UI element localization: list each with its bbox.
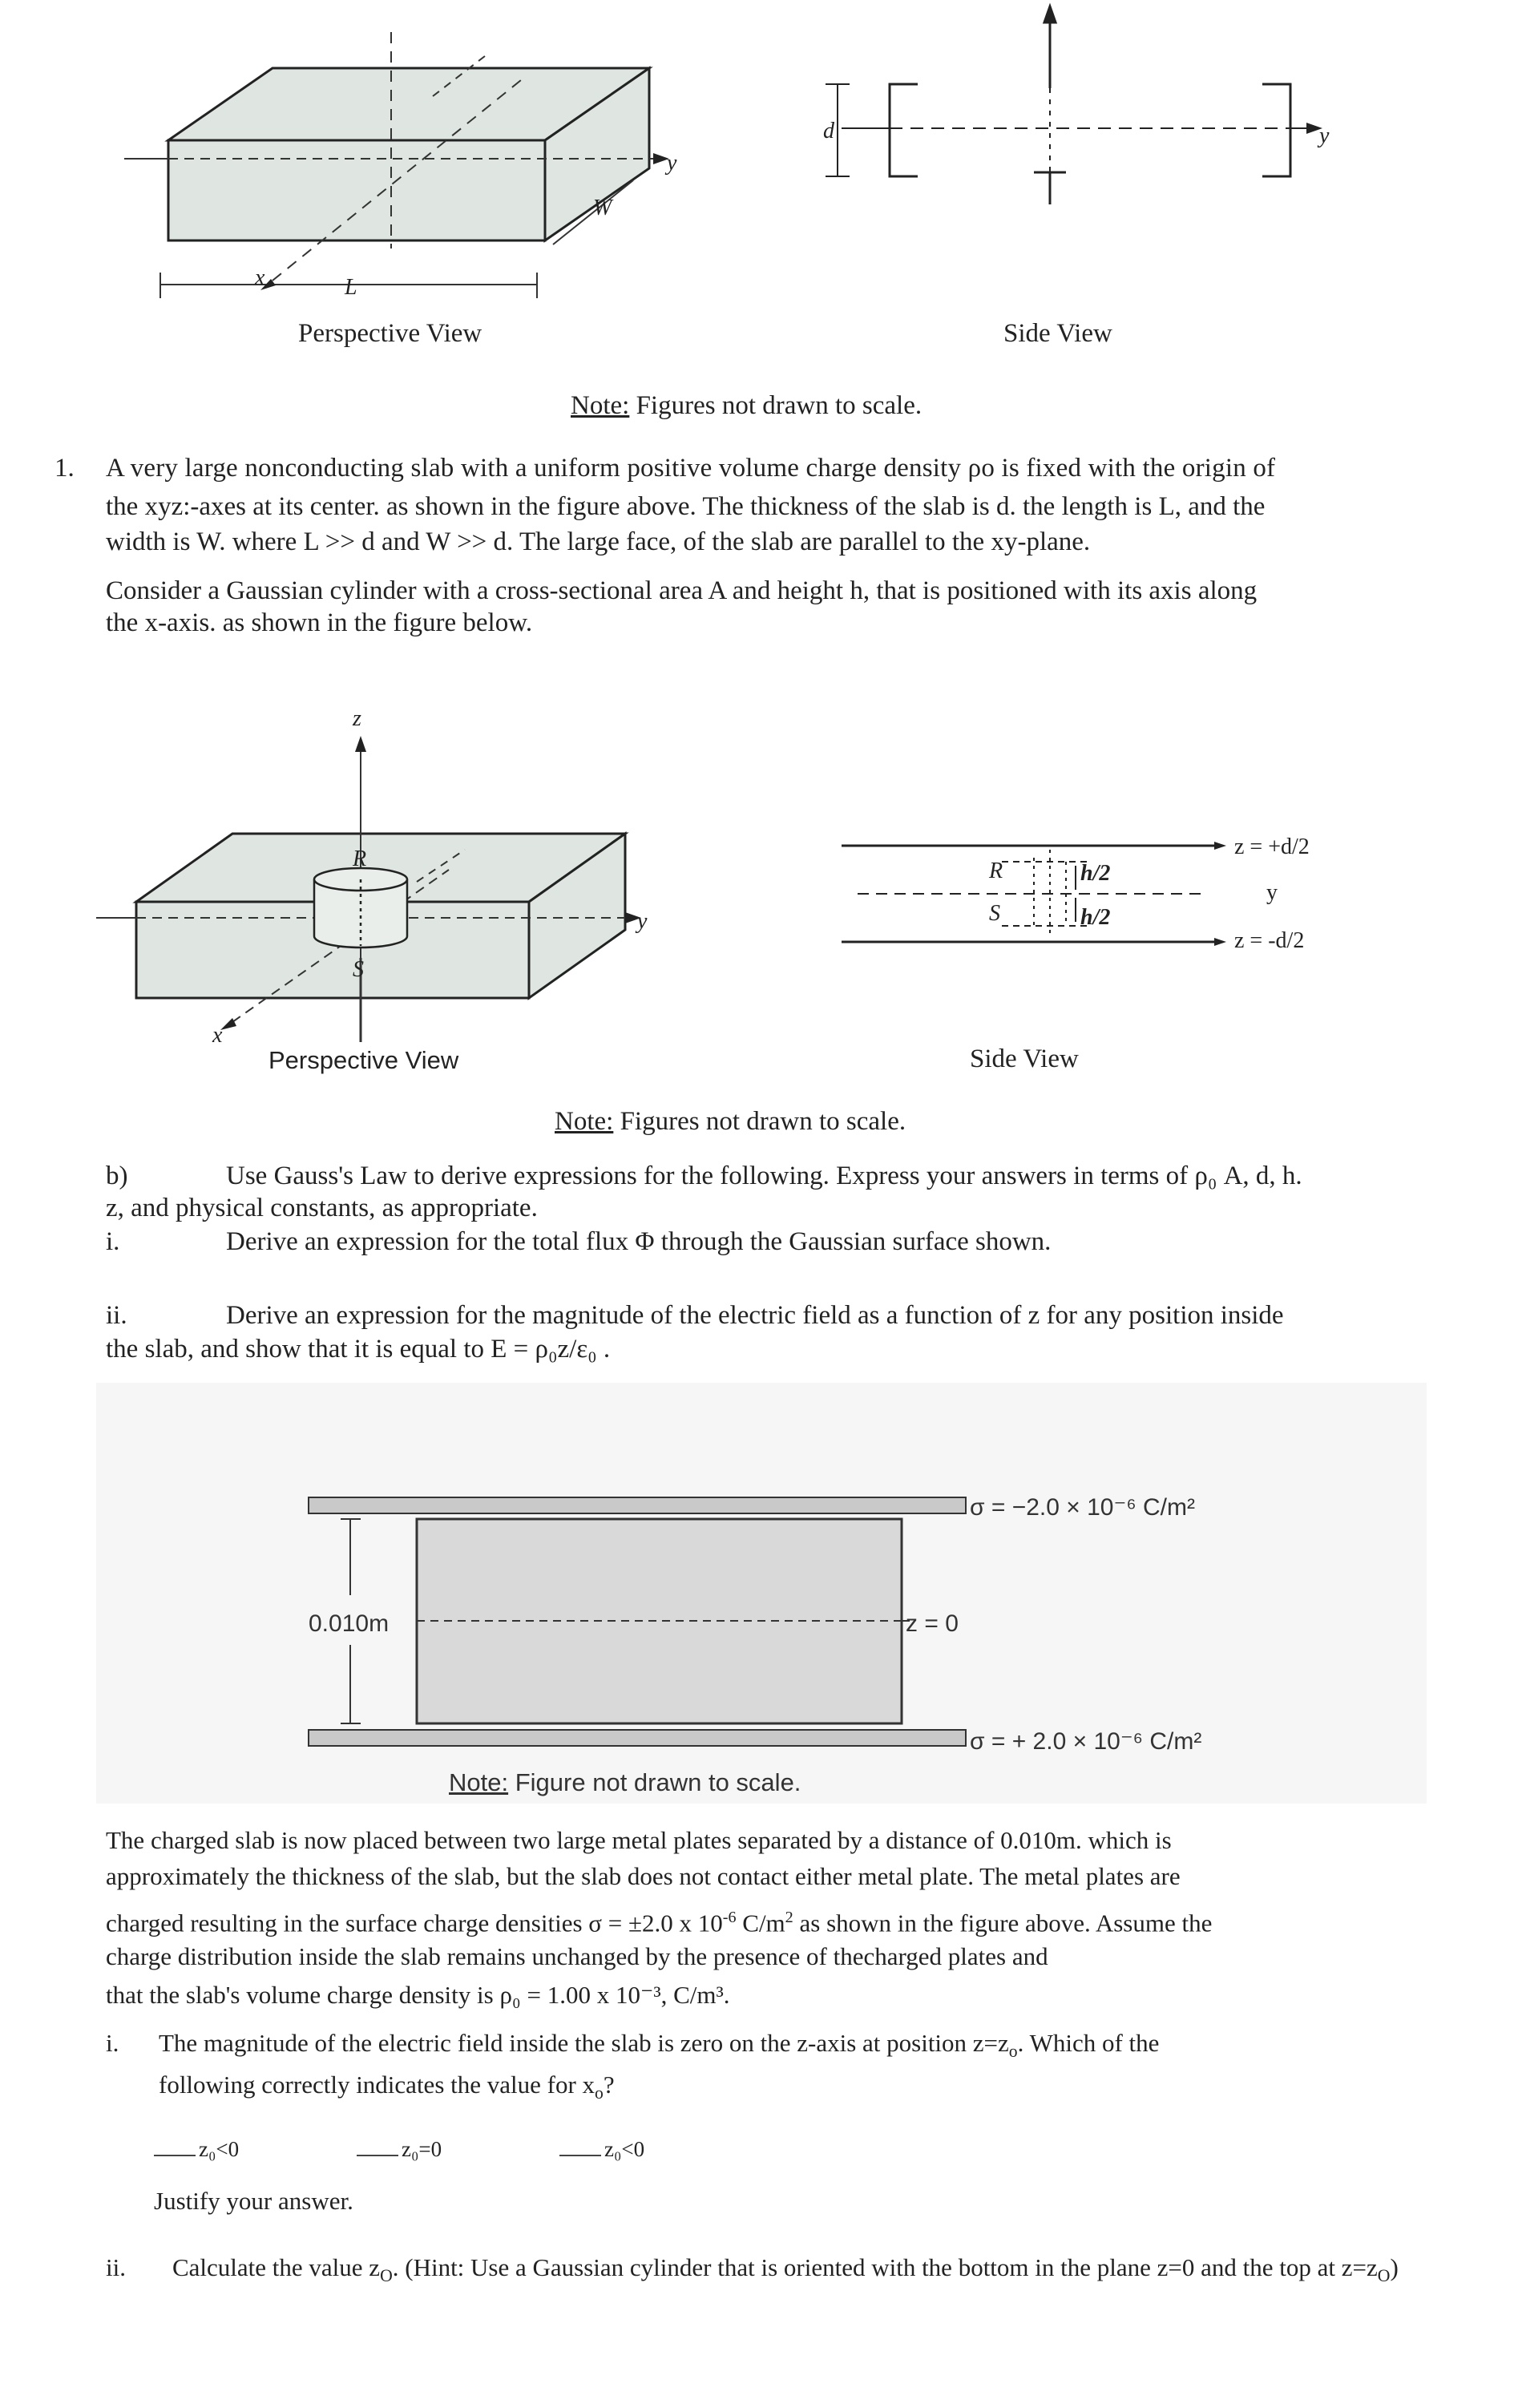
- part-c-ii-text-a: Calculate the value z: [172, 2253, 381, 2281]
- label-y-side-2: y: [1266, 880, 1278, 905]
- width-label: W: [593, 196, 612, 220]
- length-label: L: [345, 275, 357, 300]
- label-z-bottom: z = -d/2: [1234, 928, 1305, 953]
- option-2-text: z₀=0: [402, 2137, 442, 2161]
- part-b-ii-text: Derive an expression for the magnitude of the electric field as a function of z for any position inside: [226, 1301, 1284, 1330]
- part-c-i-label: i.: [106, 2029, 119, 2057]
- bottom-plate: [309, 1730, 966, 1746]
- part-c-i-sub-2: o: [595, 2083, 604, 2103]
- part-c-i-text-2: following correctly indicates the value for x: [159, 2071, 595, 2099]
- part-b-ii-line-2: the slab, and show that it is equal to E = ρ₀z/ε₀ .: [106, 1335, 611, 1364]
- caption-side-2: Side View: [970, 1044, 1079, 1073]
- part-c-ii-sub: O: [380, 2266, 393, 2286]
- note-label-2: Note:: [555, 1107, 614, 1136]
- part-c-ii-text-c: ): [1390, 2253, 1399, 2281]
- part-c-ii-sub-2: O: [1377, 2266, 1391, 2286]
- option-3-text: z₀<0: [604, 2137, 645, 2161]
- label-h-bottom: h/2: [1080, 905, 1111, 930]
- option-2[interactable]: [357, 2136, 442, 2162]
- part-c-i-line-1: [159, 2028, 1159, 2062]
- part-c-ii-text: [172, 2252, 1399, 2286]
- part-c-i-text-2-end: ?: [603, 2071, 615, 2099]
- part-b-ii-label: ii.: [106, 1301, 127, 1330]
- part-c-line-4: charge distribution inside the slab remains unchanged by the presence of thecharged plates and: [106, 1942, 1048, 1970]
- part-b-label: b): [106, 1162, 128, 1190]
- answer-blank-2[interactable]: [357, 2155, 398, 2156]
- part-b-i-text: Derive an expression for the total flux Φ through the Gaussian surface shown.: [226, 1227, 1052, 1256]
- part-c-line-3: [106, 1908, 1212, 1938]
- part-b-line-2: z, and physical constants, as appropriate.: [106, 1194, 538, 1222]
- label-R-side: R: [989, 859, 1003, 883]
- part-c-line-1: The charged slab is now placed between two large metal plates separated by a distance of 0.010m. which is: [106, 1826, 1172, 1854]
- part-c-i-line-2: [159, 2070, 615, 2103]
- caption-perspective-2: Perspective View: [268, 1046, 459, 1074]
- label-R-perspective: R: [353, 846, 367, 871]
- top-plate: [309, 1497, 966, 1513]
- label-z-top: z = +d/2: [1234, 834, 1310, 859]
- part-c-exp2: 2: [785, 1909, 793, 1926]
- part-c-line-5: that the slab's volume charge density is ρ₀ = 1.00 x 10⁻³, C/m³.: [106, 1981, 730, 2009]
- note-text-3: Figure not drawn to scale.: [515, 1768, 801, 1796]
- answer-blank-1[interactable]: [154, 2155, 196, 2156]
- side-axis-label-1: y: [1319, 123, 1330, 148]
- question-line-3: width is W. where L >> d and W >> d. The large face, of the slab are parallel to the xy-plane.: [106, 527, 1091, 556]
- justify-text: Justify your answer.: [154, 2187, 353, 2215]
- part-c-i-text-1-end: . Which of the: [1017, 2029, 1160, 2057]
- thickness-label: d: [823, 119, 834, 143]
- part-c-line-3a: charged resulting in the surface charge densities σ = ±2.0 x 10: [106, 1909, 723, 1937]
- option-1-text: z₀<0: [199, 2137, 240, 2161]
- question-line-1: A very large nonconducting slab with a uniform positive volume charge density ρo is fixed with the origin of: [106, 454, 1276, 483]
- part-c-line-3b: C/m: [736, 1909, 785, 1937]
- label-S-side: S: [989, 901, 1000, 926]
- question-number: 1.: [55, 454, 75, 483]
- part-b-line-1: Use Gauss's Law to derive expressions for the following. Express your answers in terms of ρ₀ A, d, h.: [226, 1162, 1302, 1190]
- part-c-i-sub-1: o: [1008, 2042, 1018, 2062]
- axis-y-label-2: y: [637, 909, 648, 934]
- question-line-2: the xyz:-axes at its center. as shown in the figure above. The thickness of the slab is d. the length is L, and the: [106, 492, 1266, 521]
- note-text-2: Figures not drawn to scale.: [620, 1107, 906, 1136]
- part-c-i-text-1: The magnitude of the electric field inside the slab is zero on the z-axis at position z=z: [159, 2029, 1009, 2057]
- part-c-exp: -6: [722, 1909, 737, 1926]
- part-c-line-3c: as shown in the figure above. Assume the: [793, 1909, 1213, 1937]
- note-text: Figures not drawn to scale.: [636, 391, 923, 420]
- part-c-ii-label: ii.: [106, 2253, 126, 2281]
- axis-y-label-1: y: [667, 151, 677, 176]
- part-c-line-2: approximately the thickness of the slab, but the slab does not contact either metal plate. The metal plates are: [106, 1862, 1181, 1890]
- question-line-4: Consider a Gaussian cylinder with a cross-sectional area A and height h, that is positioned with its axis along: [106, 576, 1258, 605]
- option-3[interactable]: [559, 2136, 644, 2162]
- figure-3-note: [449, 1768, 801, 1797]
- question-line-5: the x-axis. as shown in the figure below.: [106, 608, 533, 637]
- z-zero-label: z = 0: [906, 1610, 959, 1637]
- thickness-value: 0.010m: [309, 1610, 390, 1637]
- option-1[interactable]: [154, 2136, 239, 2162]
- caption-side-1: Side View: [1003, 319, 1112, 348]
- sigma-top-label: σ = −2.0 × 10⁻⁶ C/m²: [970, 1494, 1195, 1521]
- note-label: Note:: [571, 391, 630, 420]
- label-h-top: h/2: [1080, 861, 1111, 886]
- label-S-perspective: S: [353, 957, 364, 982]
- answer-blank-3[interactable]: [559, 2155, 601, 2156]
- part-b-i-label: i.: [106, 1227, 120, 1256]
- axis-z-label-2: z: [353, 706, 361, 731]
- caption-perspective-1: Perspective View: [298, 319, 482, 348]
- axis-x-label-1: x: [255, 265, 265, 290]
- axis-x-label-2: x: [212, 1023, 223, 1048]
- note-label-3: Note:: [449, 1768, 509, 1796]
- part-c-ii-text-b: . (Hint: Use a Gaussian cylinder that is oriented with the bottom in the plane z=0 and the top at z=z: [392, 2253, 1378, 2281]
- sigma-bottom-label: σ = + 2.0 × 10⁻⁶ C/m²: [970, 1728, 1202, 1755]
